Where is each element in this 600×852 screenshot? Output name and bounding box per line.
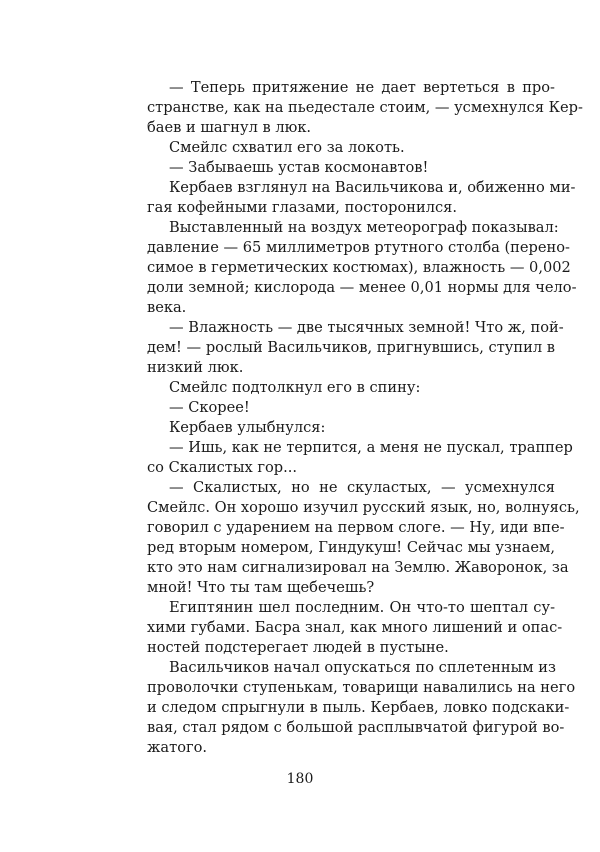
text-line: — Теперь притяжение не дает вертеться в про-	[169, 79, 555, 96]
text-line: симое в герметических костюмах), влажность — 0,002	[147, 259, 571, 276]
text-line: странстве, как на пьедестале стоим, — усмехнулся Кер-	[147, 99, 583, 116]
paragraph	[147, 158, 555, 178]
text-line: — Забываешь устав космонавтов!	[169, 159, 429, 176]
text-line: ред вторым номером, Гиндукуш! Сейчас мы узнаем,	[147, 539, 555, 556]
text-line: дем! — рослый Васильчиков, пригнувшись, ступил в	[147, 339, 555, 356]
paragraph	[147, 418, 555, 438]
text-line: — Влажность — две тысячных земной! Что ж, пой-	[169, 319, 564, 336]
text-line: низкий люк.	[147, 359, 244, 376]
page-body	[147, 78, 583, 758]
text-line: и следом спрыгнули в пыль. Кербаев, ловко подскаки-	[147, 699, 570, 716]
paragraph	[147, 438, 573, 478]
text-line: гая кофейными глазами, посторонился.	[147, 199, 457, 216]
text-line: вая, стал рядом с большой расплывчатой фигурой во-	[147, 719, 565, 736]
text-line: баев и шагнул в люк.	[147, 119, 312, 136]
text-line: Кербаев улыбнулся:	[169, 419, 326, 436]
text-line: Смейлс схватил его за локоть.	[169, 139, 405, 156]
paragraph	[147, 658, 576, 758]
text-line: века.	[147, 299, 187, 316]
text-line: мной! Что ты там щебечешь?	[147, 579, 375, 596]
text-line: Васильчиков начал опускаться по сплетенным из	[169, 659, 556, 676]
text-line: со Скалистых гор...	[147, 459, 298, 476]
text-line: ностей подстерегает людей в пустыне.	[147, 639, 449, 656]
paragraph	[147, 218, 577, 318]
paragraph	[147, 398, 555, 418]
text-line: давление — 65 миллиметров ртутного столба (перено-	[147, 239, 570, 256]
text-line: проволочки ступенькам, товарищи навалились на него	[147, 679, 576, 696]
text-line: — Скалистых, но не скуластых, — усмехнулся	[169, 479, 555, 496]
paragraph	[147, 178, 576, 218]
text-line: жатого.	[147, 739, 208, 756]
paragraph	[147, 138, 555, 158]
text-line: Выставленный на воздух метеорограф показывал:	[169, 219, 559, 236]
paragraph	[147, 78, 583, 138]
text-line: говорил с ударением на первом слоге. — Ну, иди впе-	[147, 519, 565, 536]
paragraph	[147, 478, 580, 598]
text-line: Кербаев взглянул на Васильчикова и, обиженно ми-	[169, 179, 576, 196]
text-line: кто это нам сигнализировал на Землю. Жаворонок, за	[147, 559, 569, 576]
text-line: хими губами. Басра знал, как много лишений и опас-	[147, 619, 563, 636]
page-number: 180	[286, 771, 314, 787]
text-line: Смейлс. Он хорошо изучил русский язык, но, волнуясь,	[147, 499, 580, 516]
paragraph	[147, 318, 564, 378]
paragraph	[147, 598, 563, 658]
text-line: — Ишь, как не терпится, а меня не пускал, траппер	[169, 439, 573, 456]
text-line: доли земной; кислорода — менее 0,01 нормы для чело-	[147, 279, 577, 296]
paragraph	[147, 378, 555, 398]
text-line: — Скорее!	[169, 399, 250, 416]
text-line: Смейлс подтолкнул его в спину:	[169, 379, 421, 396]
text-line: Египтянин шел последним. Он что-то шептал су-	[169, 599, 555, 616]
